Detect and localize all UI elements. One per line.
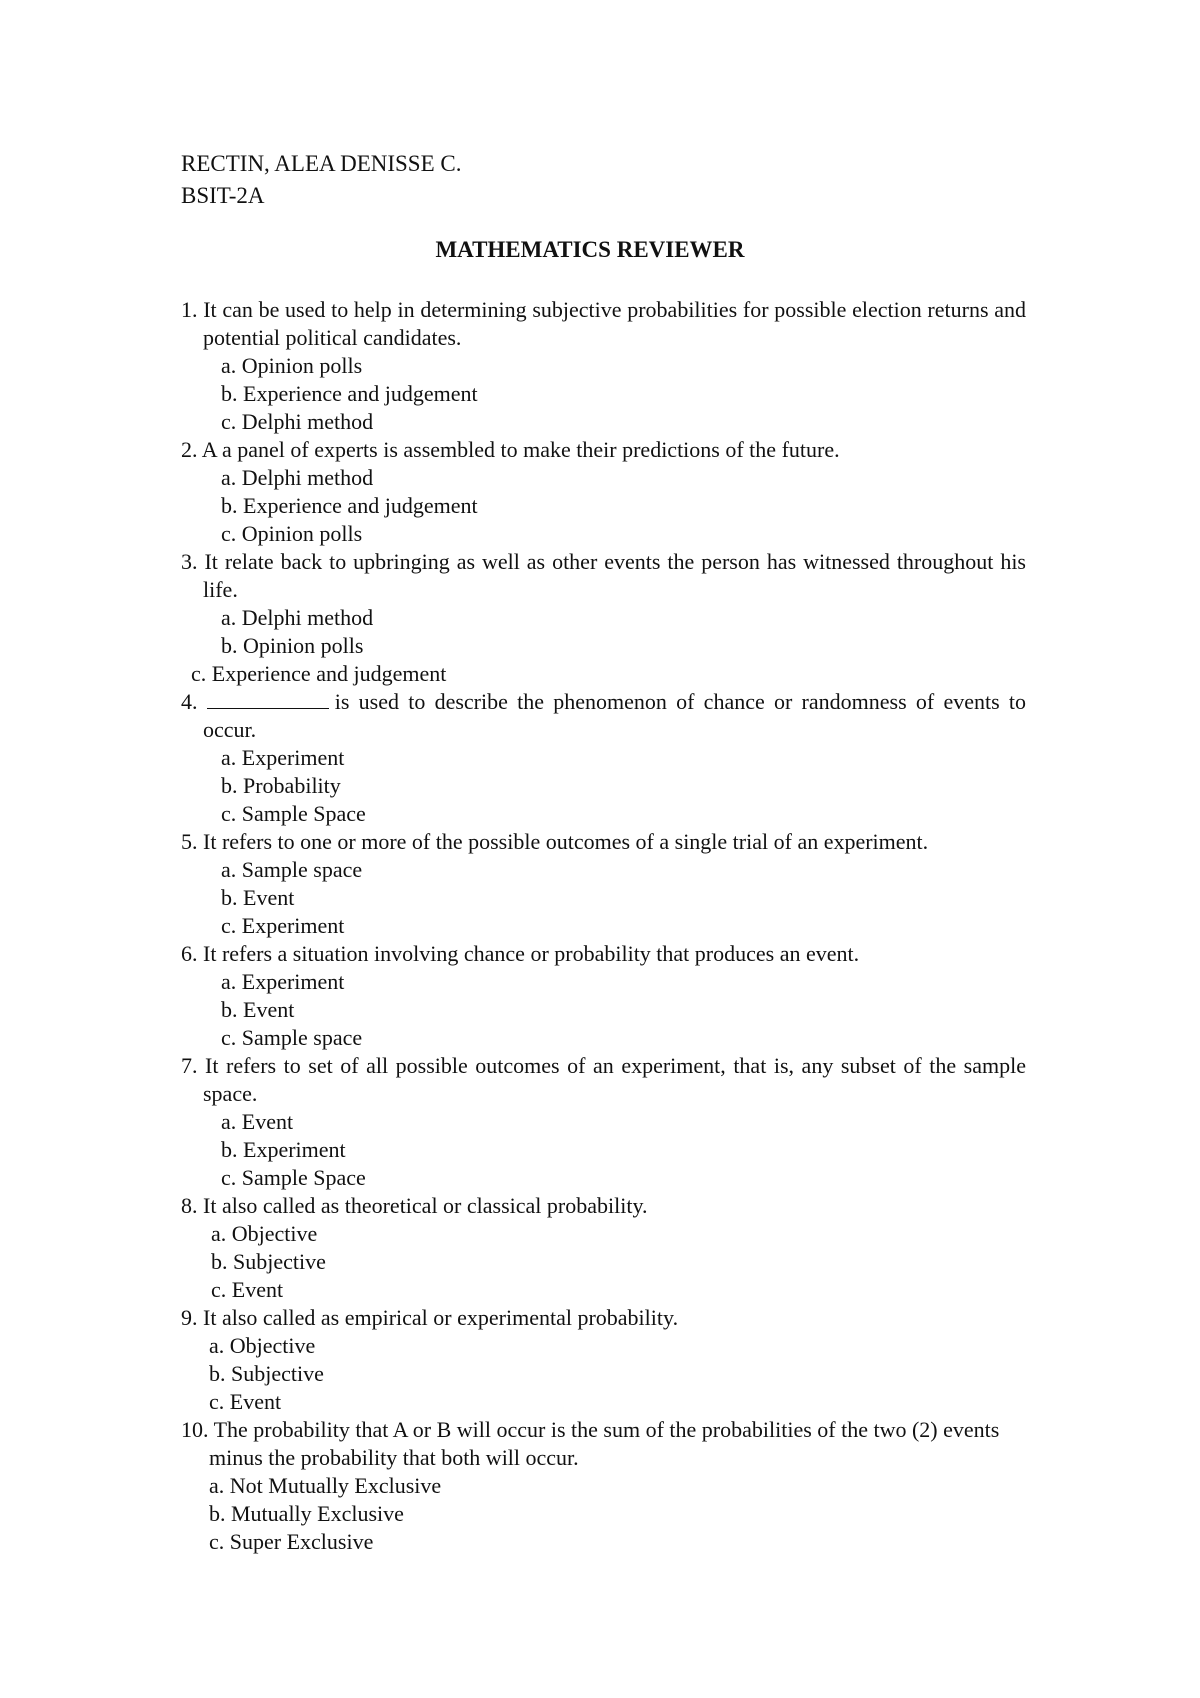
student-section: BSIT-2A — [181, 183, 265, 208]
option-c: c. Sample Space — [221, 801, 366, 826]
option-c: c. Opinion polls — [221, 521, 363, 546]
question-5 — [181, 828, 1026, 940]
option-b: b. Probability — [221, 773, 341, 798]
question-text: 5. It refers to one or more of the possible outcomes of a single trial of an experiment. — [181, 829, 929, 854]
question-3 — [181, 548, 1026, 688]
question-text: 9. It also called as empirical or experimental probability. — [181, 1305, 679, 1330]
option-a: a. Experiment — [221, 745, 345, 770]
question-1 — [181, 296, 1026, 436]
option-b: b. Mutually Exclusive — [209, 1501, 404, 1526]
question-text — [181, 688, 1026, 744]
document-title: MATHEMATICS REVIEWER — [435, 237, 745, 262]
option-a: a. Experiment — [221, 969, 345, 994]
question-text: 6. It refers a situation involving chance or probability that produces an event. — [181, 941, 860, 966]
question-2 — [181, 436, 1026, 548]
option-c: c. Experiment — [221, 913, 345, 938]
option-a: a. Delphi method — [221, 605, 374, 630]
option-a: a. Objective — [209, 1333, 316, 1358]
option-a: a. Event — [221, 1109, 294, 1134]
question-7 — [181, 1052, 1026, 1192]
option-a: a. Opinion polls — [221, 353, 363, 378]
question-number: 4. — [181, 689, 198, 714]
option-c: c. Delphi method — [221, 409, 374, 434]
question-text: 1. It can be used to help in determining subjective probabilities for possible election returns and potential political candidates. — [181, 297, 1026, 350]
option-c: c. Event — [209, 1389, 282, 1414]
option-c: c. Super Exclusive — [209, 1529, 374, 1554]
option-a: a. Objective — [211, 1221, 318, 1246]
question-6 — [181, 940, 1026, 1052]
question-9 — [181, 1304, 1026, 1416]
option-c: c. Event — [211, 1277, 284, 1302]
question-text: 10. The probability that A or B will occur is the sum of the probabilities of the two (2) events minus the probability that both will occur. — [181, 1417, 1000, 1470]
option-b: b. Event — [221, 885, 295, 910]
question-4 — [181, 688, 1026, 828]
question-list — [181, 296, 1026, 1556]
option-c: c. Sample Space — [221, 1165, 366, 1190]
option-b: b. Experiment — [221, 1137, 346, 1162]
option-b: b. Opinion polls — [221, 633, 364, 658]
question-8 — [181, 1192, 1026, 1304]
option-b: b. Subjective — [211, 1249, 326, 1274]
question-text: 2. A a panel of experts is assembled to make their predictions of the future. — [181, 437, 840, 462]
option-a: a. Delphi method — [221, 465, 374, 490]
option-b: b. Subjective — [209, 1361, 324, 1386]
question-body: is used to describe the phenomenon of chance or randomness of events to occur. — [203, 689, 1027, 742]
option-b: b. Experience and judgement — [221, 493, 478, 518]
answer-blank — [207, 688, 329, 709]
question-text: 8. It also called as theoretical or classical probability. — [181, 1193, 648, 1218]
option-c: c. Experience and judgement — [191, 661, 447, 686]
question-10 — [181, 1416, 1026, 1556]
option-b: b. Event — [221, 997, 295, 1022]
option-a: a. Sample space — [221, 857, 363, 882]
question-text: 7. It refers to set of all possible outcomes of an experiment, that is, any subset of the sample space. — [181, 1053, 1026, 1106]
student-name: RECTIN, ALEA DENISSE C. — [181, 151, 462, 176]
option-c: c. Sample space — [221, 1025, 363, 1050]
question-text: 3. It relate back to upbringing as well as other events the person has witnessed throughout his life. — [181, 549, 1026, 602]
option-a: a. Not Mutually Exclusive — [209, 1473, 442, 1498]
option-b: b. Experience and judgement — [221, 381, 478, 406]
